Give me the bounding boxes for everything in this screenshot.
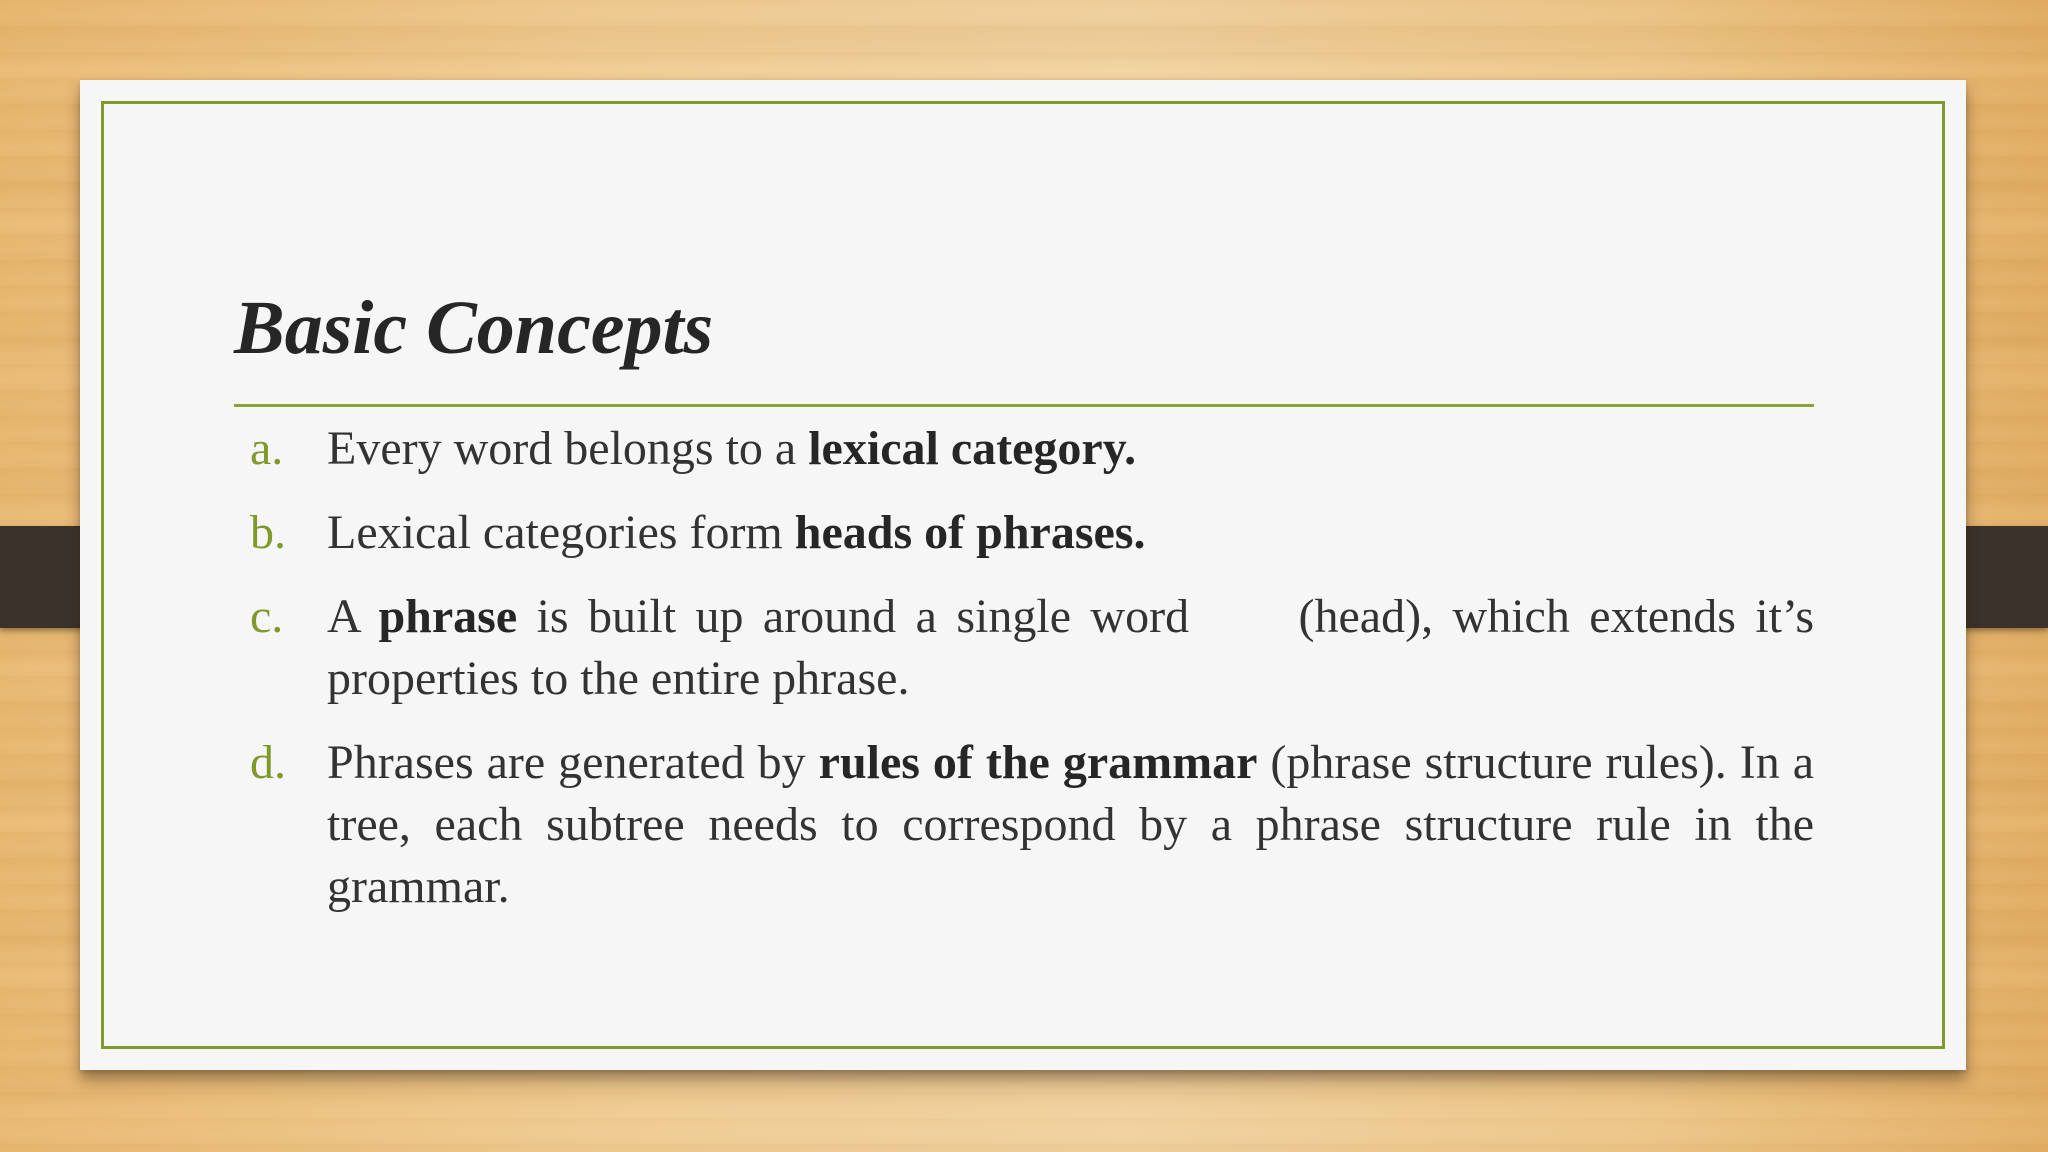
title-divider — [234, 404, 1814, 407]
item-text: is built up around a single word — [517, 590, 1209, 643]
list-item — [250, 418, 1814, 480]
item-text: (head), which extends it’s properties to the entire phrase. — [327, 590, 1815, 705]
list-item — [250, 586, 1814, 710]
item-text: A — [327, 590, 379, 643]
list-marker: a. — [250, 422, 284, 475]
item-emphasis: phrase — [378, 590, 518, 643]
item-emphasis: heads of phrases. — [794, 506, 1146, 559]
item-emphasis: lexical category. — [808, 422, 1137, 475]
item-text: Phrases are generated by — [327, 736, 819, 789]
list-marker: b. — [250, 506, 286, 559]
slide-card — [80, 80, 1966, 1070]
item-text: (phrase structure rules). In a tree, each subtree needs to correspond by a phrase structure rule in the grammar. — [327, 736, 1814, 913]
slide-title: Basic Concepts — [234, 286, 714, 370]
concept-list — [250, 418, 1814, 940]
list-marker: c. — [250, 590, 284, 643]
item-emphasis: rules of the grammar — [818, 736, 1258, 789]
list-item — [250, 732, 1814, 918]
list-item — [250, 502, 1814, 564]
list-marker: d. — [250, 736, 286, 789]
item-text: Lexical categories form — [327, 506, 795, 559]
item-text: Every word belongs to a — [327, 422, 809, 475]
